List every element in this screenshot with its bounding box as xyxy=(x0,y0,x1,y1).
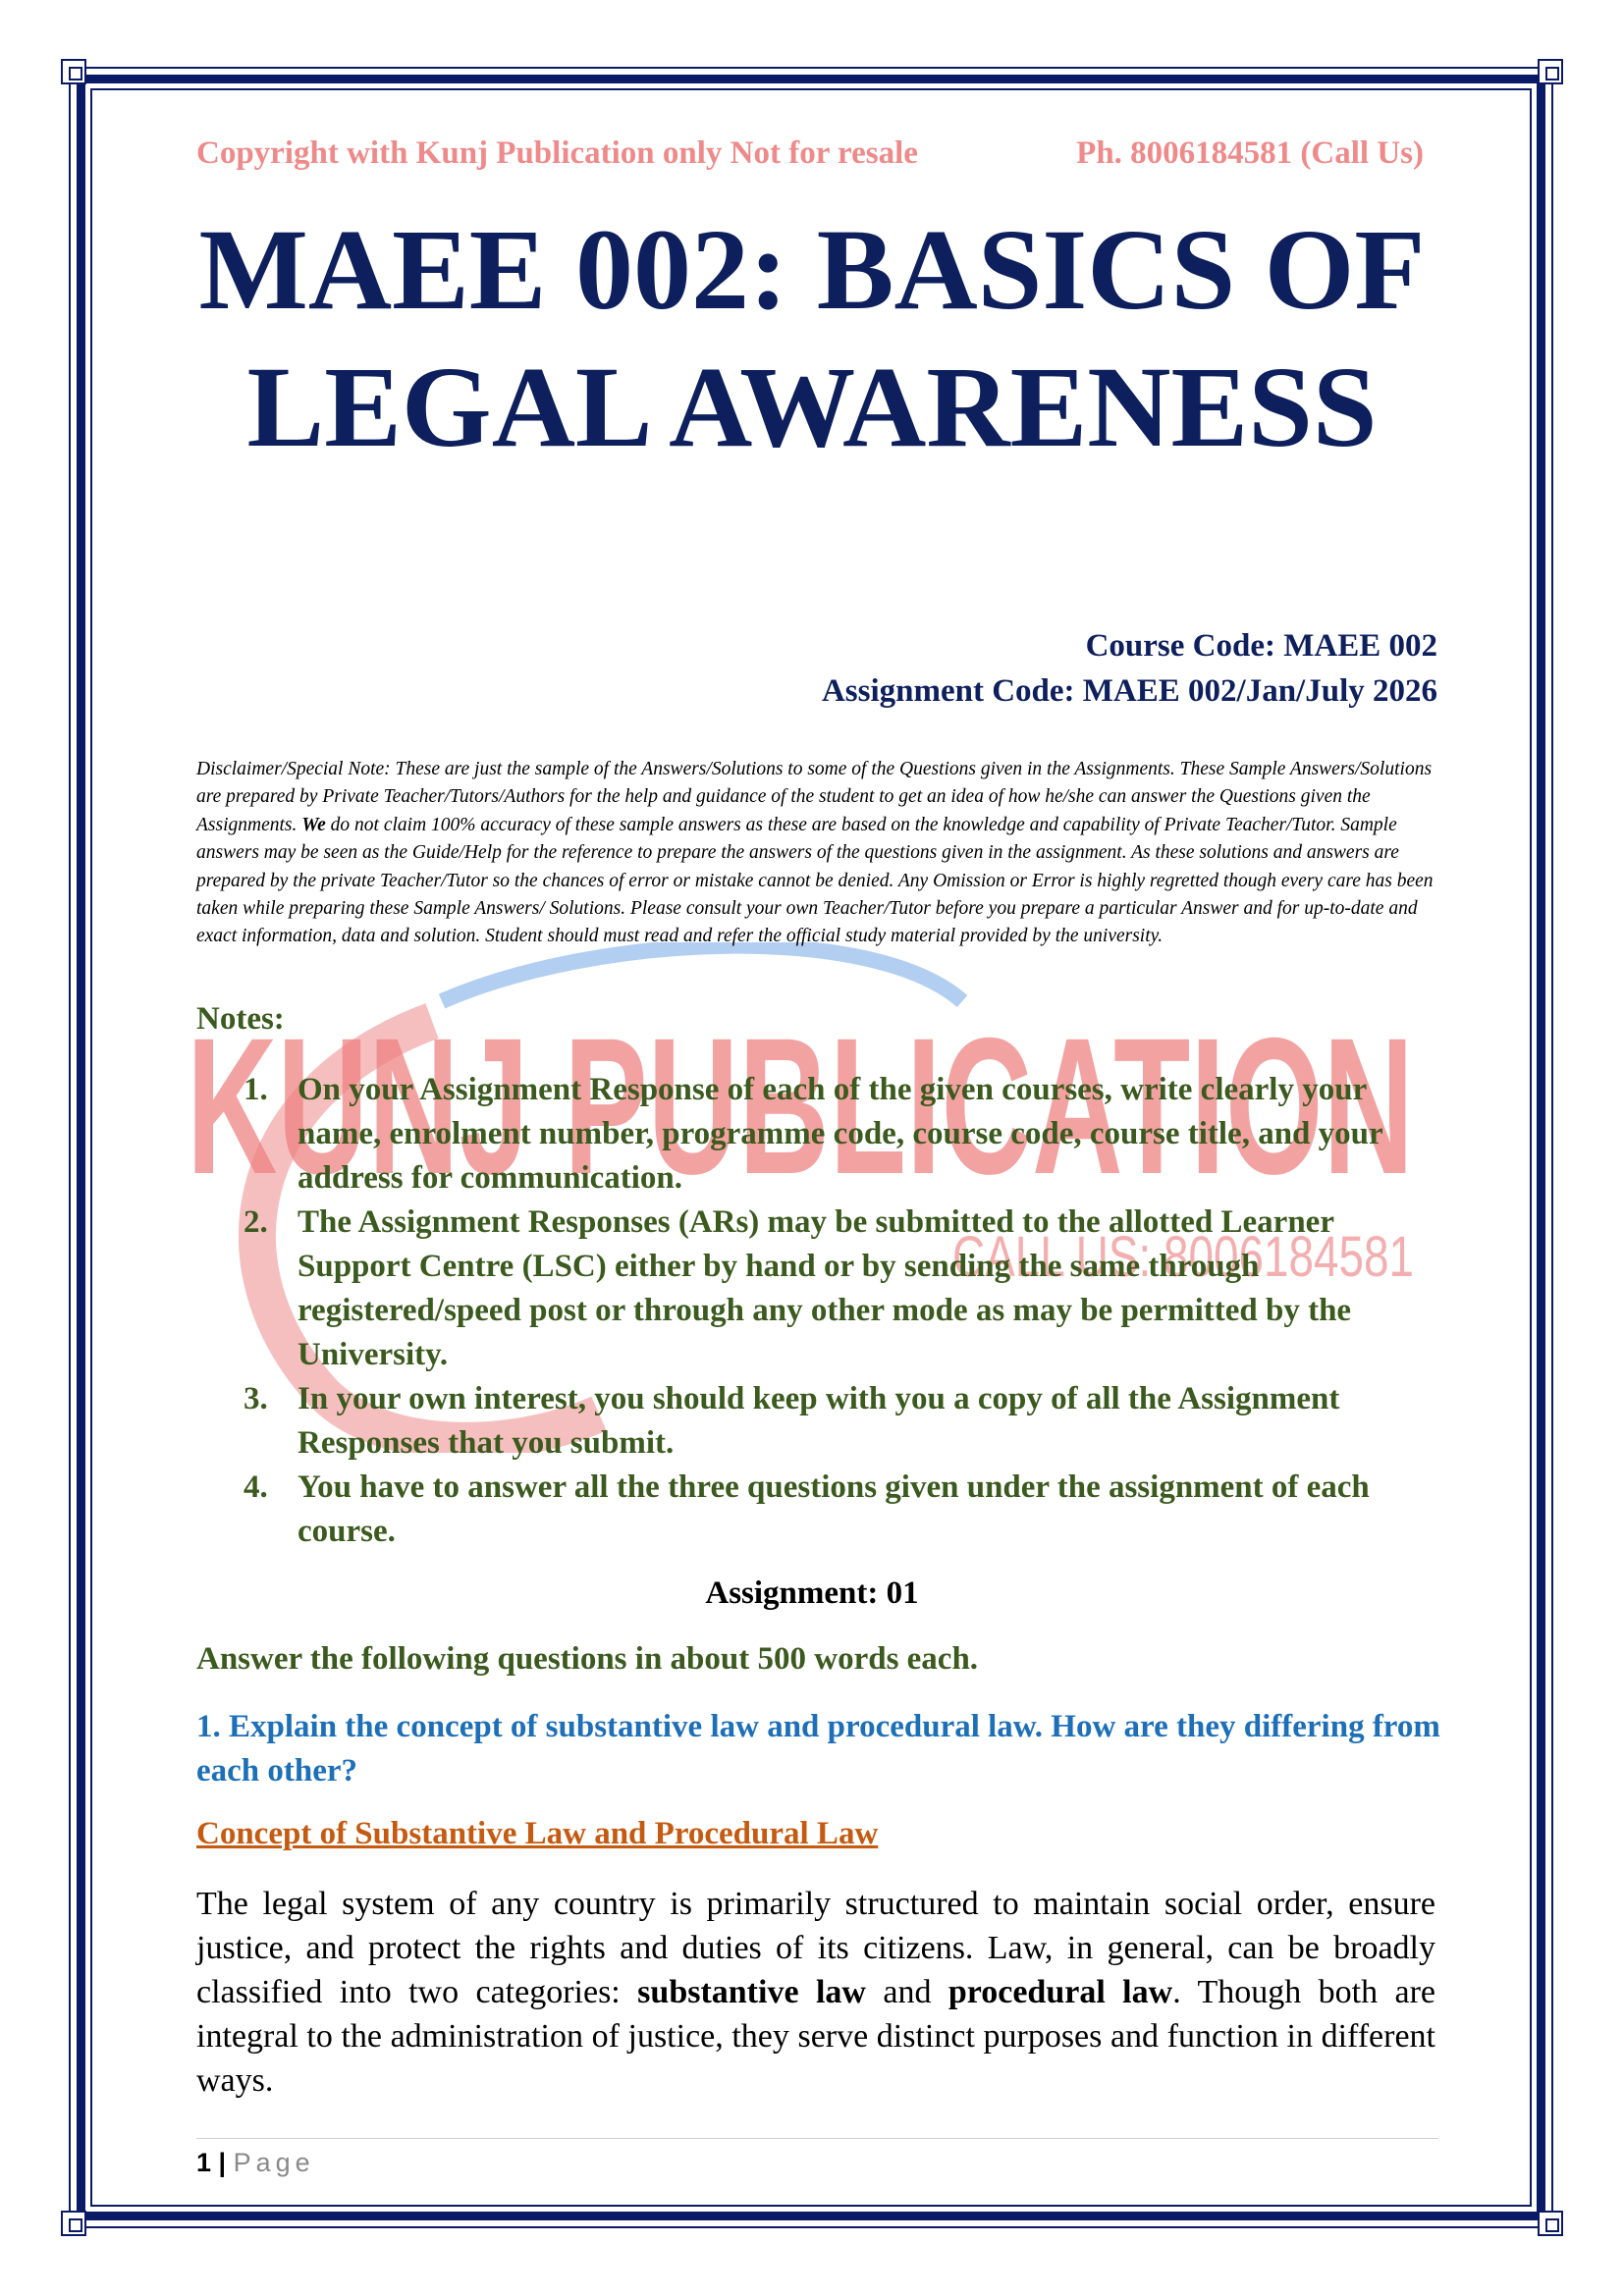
page-label: Page xyxy=(233,2148,315,2177)
assignment-code: Assignment Code: MAEE 002/Jan/July 2026 xyxy=(821,673,1437,709)
page-separator: | xyxy=(218,2148,227,2177)
assignment-instruction: Answer the following questions in about 500 words each. xyxy=(196,1641,979,1677)
document-title xyxy=(147,201,1477,476)
disclaimer-note xyxy=(196,756,1438,951)
answer-subheading: Concept of Substantive Law and Procedural Law xyxy=(196,1816,879,1851)
disclaimer-part-2: do not claim 100% accuracy of these sample answers as these are based on the knowledge and capability of Private Teacher/Tutor. Sample answers may be seen as the Guide/Help for the reference to prepare the answers of the questions given in the assignment. As these solutions and answers are prepared by the private Teacher/Tutor so the chances of error or mistake cannot be denied. Any Omission or Error is highly regretted though every care has been taken while preparing these Sample Answers/ Solutions. Please consult your own Teacher/Tutor before you prepare a particular Answer and for up-to-date and exact information, data and solution. Student should must read and refer the official study material provided by the university. xyxy=(196,814,1434,947)
disclaimer-bold-word: We xyxy=(301,814,326,835)
para-bold-substantive: substantive law xyxy=(637,1974,866,2010)
copyright-header xyxy=(196,135,1424,172)
course-code: Course Code: MAEE 002 xyxy=(1085,628,1437,664)
note-item xyxy=(196,1068,1443,1201)
footer-divider xyxy=(196,2138,1438,2139)
note-text: In your own interest, you should keep with you a copy of all the Assignment Responses that you submit. xyxy=(298,1381,1340,1461)
notes-list xyxy=(196,1068,1443,1554)
watermark-brand-text: KUNJ PUBLICATION xyxy=(187,997,1414,1214)
copyright-text: Copyright with Kunj Publication only Not for resale xyxy=(196,135,918,171)
note-item xyxy=(196,1201,1443,1377)
note-text: The Assignment Responses (ARs) may be submitted to the allotted Learner Support Centre (LSC) either by hand or by sending the same through registered/speed post or through any other mode as may be permitted by the University. xyxy=(298,1204,1352,1372)
para-text-and: and xyxy=(865,1974,948,2010)
title-line-2: LEGAL AWARENESS xyxy=(246,343,1378,471)
note-number: 1. xyxy=(244,1072,268,1107)
page-footer xyxy=(196,2148,315,2178)
notes-heading: Notes: xyxy=(196,1001,285,1037)
course-codes xyxy=(822,623,1437,714)
phone-text: Ph. 8006184581 (Call Us) xyxy=(1076,135,1424,171)
note-number: 2. xyxy=(244,1204,268,1240)
question-1: 1. Explain the concept of substantive law and procedural law. How are they differing from each other? xyxy=(196,1709,1440,1789)
para-text-2: . Though both are integral to the administration of justice, they serve distinct purposes and function in different ways. xyxy=(196,1974,1436,2099)
page-number: 1 xyxy=(196,2148,212,2177)
answer-paragraph xyxy=(196,1882,1435,2103)
note-number: 3. xyxy=(244,1381,268,1416)
assignment-heading: Assignment: 01 xyxy=(705,1575,919,1611)
watermark-call-text: CALL US: 8006184581 xyxy=(952,1225,1414,1289)
title-line-1: MAEE 002: BASICS OF xyxy=(198,205,1426,334)
note-number: 4. xyxy=(244,1469,268,1505)
note-text: You have to answer all the three questions given under the assignment of each course. xyxy=(298,1469,1370,1549)
note-text: On your Assignment Response of each of the given courses, write clearly your name, enrolment number, programme code, course code, course title, and your address for communication. xyxy=(298,1072,1383,1196)
para-bold-procedural: procedural law xyxy=(947,1974,1173,2010)
para-text-1: The legal system of any country is primarily structured to maintain social order, ensure justice, and protect the rights and duties of its citizens. Law, in general, can be broadly classified into two categories: xyxy=(196,1886,1435,2010)
note-item xyxy=(196,1377,1443,1466)
note-item xyxy=(196,1466,1443,1554)
disclaimer-part-1: Disclaimer/Special Note: These are just the sample of the Answers/Solutions to some of the Questions given in the Assignments. These Sample Answers/Solutions are prepared by Private Teacher/Tutors/Authors for the help and guidance of the student to get an idea of how he/she can answer the Questions given the Assignments. xyxy=(196,759,1433,835)
